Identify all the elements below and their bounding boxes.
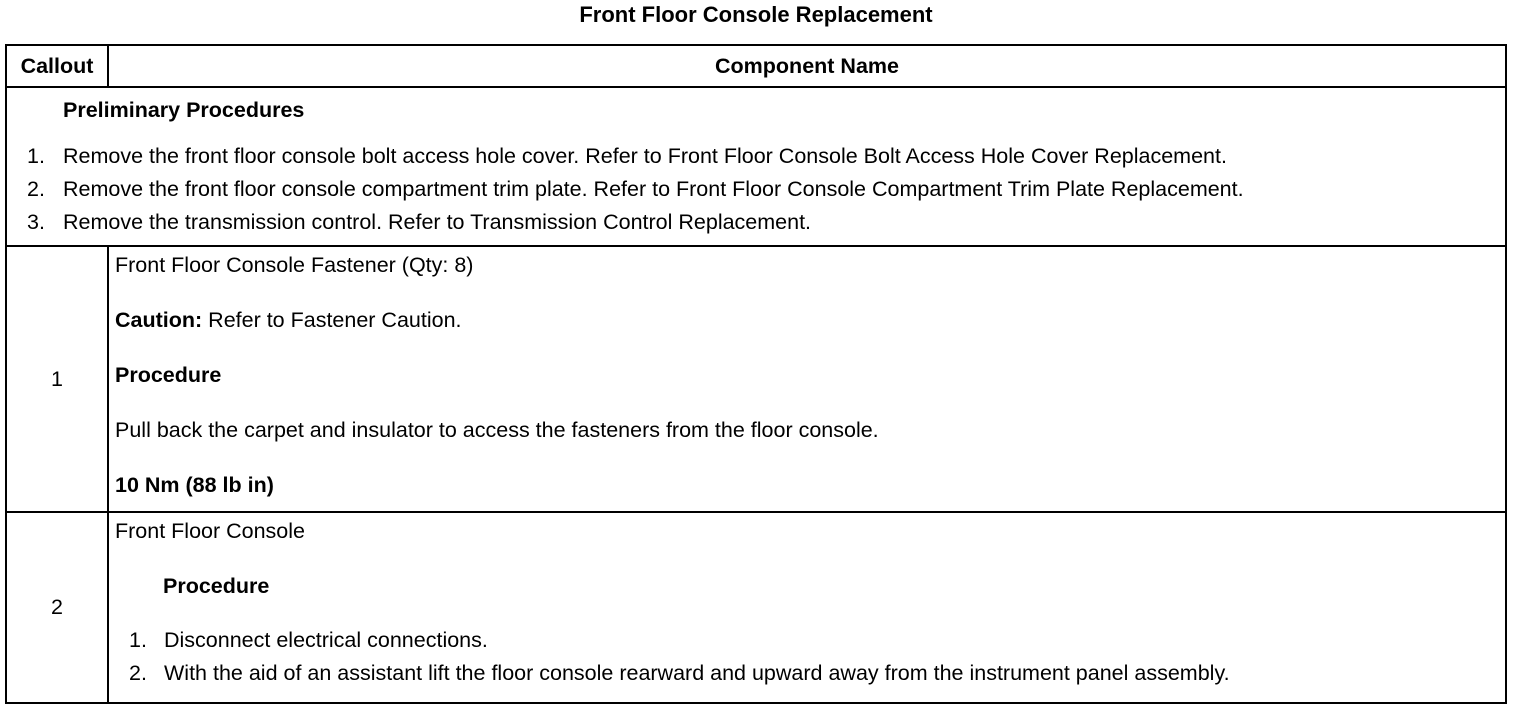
- list-item: [7, 140, 1505, 173]
- step-text: Remove the front floor console bolt access hole cover. Refer to Front Floor Console Bolt Access Hole Cover Replacement.: [63, 144, 1227, 168]
- step-text: Remove the transmission control. Refer to Transmission Control Replacement.: [63, 210, 812, 234]
- table-row: [6, 512, 1506, 703]
- step-text: With the aid of an assistant lift the floor console rearward and upward away from the instrument panel assembly.: [164, 661, 1230, 685]
- callout-cell: 1: [6, 246, 108, 512]
- header-row: [6, 45, 1506, 87]
- callout-cell: 2: [6, 512, 108, 703]
- list-item: [7, 206, 1505, 239]
- preliminary-procedures-heading: Preliminary Procedures: [63, 98, 305, 122]
- step-number: 1.: [27, 144, 45, 168]
- table-row: [6, 246, 1506, 512]
- component-cell: [108, 246, 1506, 512]
- preliminary-steps-list: [7, 140, 1505, 239]
- list-item: [115, 624, 1499, 657]
- preliminary-row: [6, 87, 1506, 246]
- torque-spec: 10 Nm (88 lb in): [115, 473, 274, 497]
- component-table: [5, 44, 1507, 704]
- callout-header: Callout: [6, 45, 108, 87]
- list-item: [7, 173, 1505, 206]
- list-item: [115, 657, 1499, 690]
- component-cell: [108, 512, 1506, 703]
- component-name: Front Floor Console: [115, 519, 305, 543]
- step-text: Disconnect electrical connections.: [164, 628, 488, 652]
- caution-label: Caution:: [115, 308, 203, 332]
- procedure-heading: Procedure: [163, 574, 270, 598]
- procedure-heading: Procedure: [115, 363, 222, 387]
- procedure-text: Pull back the carpet and insulator to access the fasteners from the floor console.: [115, 418, 879, 442]
- step-number: 2.: [129, 661, 147, 685]
- component-name-header: Component Name: [108, 45, 1506, 87]
- caution-text: Refer to Fastener Caution.: [202, 308, 462, 332]
- step-text: Remove the front floor console compartment trim plate. Refer to Front Floor Console Compartment Trim Plate Replacement.: [63, 177, 1244, 201]
- step-number: 2.: [27, 177, 45, 201]
- step-number: 3.: [27, 210, 45, 234]
- step-number: 1.: [129, 628, 147, 652]
- caution-line: [115, 308, 1499, 332]
- component-name: Front Floor Console Fastener (Qty: 8): [115, 253, 474, 277]
- preliminary-procedures-cell: [6, 87, 1506, 246]
- procedure-steps-list: [115, 624, 1499, 690]
- page-title: Front Floor Console Replacement: [579, 2, 933, 27]
